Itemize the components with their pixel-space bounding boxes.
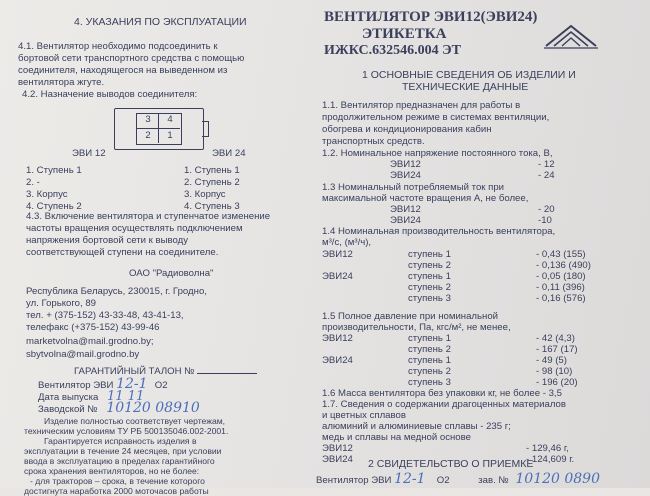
p17-line1: 1.7. Сведения о содержании драгоценных материалов (322, 399, 566, 410)
address-line1: Республика Беларусь, 230015, г. Гродно, (26, 286, 207, 297)
p14-row3-model: ЭВИ24 (322, 271, 353, 282)
p15-row3-model: ЭВИ24 (322, 355, 353, 366)
p15-row5-value: - 196 (20) (536, 377, 578, 388)
p14-row2-stage: ступень 2 (408, 260, 451, 271)
p42: 4.2. Назначение выводов соединителя: (22, 89, 198, 100)
acceptance-row (316, 471, 600, 487)
p17-evi12-label: ЭВИ12 (322, 443, 353, 454)
warranty-line8: достигнута наработка 2000 моточасов работы (24, 486, 209, 496)
acceptance-fan-suffix: О2 (436, 475, 450, 486)
warranty-line4: эксплуатации в течение 24 месяцев, при условии (24, 446, 222, 456)
address-line2: ул. Горького, 89 (26, 298, 97, 309)
p15-row3-stage: ступень 1 (408, 355, 451, 366)
warranty-title (74, 366, 257, 377)
p15-row1-model: ЭВИ12 (322, 333, 353, 344)
p14-row1-value: - 0,43 (155) (536, 249, 586, 260)
p17-evi12-value: - 129,46 г, (526, 443, 569, 454)
release-date-label: Дата выпуска (38, 392, 99, 403)
pin-3: 3 (145, 114, 151, 125)
company-logo-icon (542, 22, 600, 50)
serial-label: Заводской № (38, 404, 98, 415)
right-column (318, 0, 648, 488)
section2-title: 2 СВИДЕТЕЛЬСТВО О ПРИЕМКЕ (368, 458, 534, 470)
p13-evi24-label: ЭВИ24 (390, 215, 421, 226)
p41-line4: вентилятора жгуте. (18, 77, 105, 88)
p12-evi24-value: - 24 (538, 170, 555, 181)
p14-row5-value: - 0,16 (576) (536, 293, 586, 304)
p15-row1-stage: ступень 1 (408, 333, 451, 344)
p12-evi12-label: ЭВИ12 (390, 159, 421, 170)
p11-line1: 1.1. Вентилятор предназначен для работы в (322, 100, 521, 111)
email-sales: sbytvolna@mail.grodno.by (26, 349, 140, 360)
serial-row (38, 400, 200, 416)
release-date-handwritten: 11 11 (107, 389, 145, 404)
p43-line3: напряжения бортовой сети к выводу (26, 235, 189, 246)
section1-title-line2: ТЕХНИЧЕСКИЕ ДАННЫЕ (402, 81, 529, 93)
connector-diagram (114, 108, 210, 150)
warranty-title-text: ГАРАНТИЙНЫЙ ТАЛОН № (74, 366, 195, 377)
label-evi12: ЭВИ 12 (72, 148, 106, 159)
p11-line2: продолжительном режиме в системах вентиляции, (322, 112, 550, 123)
title-product: ВЕНТИЛЯТОР ЭВИ12(ЭВИ24) (324, 9, 538, 25)
p41-line3: соединителя, находящегося на выведенном из (18, 65, 228, 76)
warranty-fan-handwritten: 12-1 (116, 376, 148, 392)
acceptance-serial-label: зав. № (478, 475, 509, 486)
left-column (14, 0, 314, 496)
section4-title: 4. УКАЗАНИЯ ПО ЭКСПЛУАТАЦИИ (74, 16, 247, 28)
p43-line2: частоты вращения осуществлять подключением (26, 223, 243, 234)
email-marketing: marketvolna@mail.grodno.by; (26, 336, 154, 347)
p13-line1: 1.3 Номинальный потребляемый ток при (322, 182, 505, 193)
warranty-line1: Изделие полностью соответствует чертежам, (44, 416, 226, 426)
p14-row4-stage: ступень 2 (408, 282, 451, 293)
p15-row4-value: - 98 (10) (536, 366, 573, 377)
p16: 1.6 Масса вентилятора без упаковки кг, не более - 3,5 (322, 388, 562, 399)
section1-title-line1: 1 ОСНОВНЫЕ СВЕДЕНИЯ ОБ ИЗДЕЛИИ И (362, 69, 576, 81)
p15-row2-stage: ступень 2 (408, 344, 451, 355)
acceptance-fan-label: Вентилятор ЭВИ (316, 475, 392, 486)
evi24-pin2: 2. Ступень 2 (184, 177, 240, 188)
p11-line4: транспортных средств. (322, 136, 425, 147)
acceptance-serial-handwritten: 10120 0890 (515, 471, 600, 487)
p12-evi12-value: - 12 (538, 159, 555, 170)
p43-line1: 4.3. Включение вентилятора и ступенчатое изменение (26, 211, 271, 222)
evi12-pin2: 2. - (26, 177, 40, 188)
warranty-line6: срока хранения вентиляторов, но не более: (24, 466, 200, 476)
p43-line4: соответствующей ступени на соединителе. (26, 247, 219, 258)
p13-evi24-value: -10 (538, 215, 552, 226)
warranty-line3: Гарантируется исправность изделия в (44, 436, 197, 446)
p14-row5-stage: ступень 3 (408, 293, 451, 304)
p15-row4-stage: ступень 2 (408, 366, 451, 377)
address-fax: телефакс (+375-152) 43-99-46 (26, 322, 160, 333)
p41-line2: бортовой сети транспортного средства с помощью (18, 53, 245, 64)
acceptance-fan-handwritten: 12-1 (394, 471, 426, 487)
pin-4: 4 (167, 114, 173, 125)
p14-row1-stage: ступень 1 (408, 249, 451, 260)
warranty-line2: техническим условиям ТУ РБ 500135046.002-2001. (24, 426, 229, 436)
warranty-number-line (197, 373, 257, 374)
p15-line1: 1.5 Полное давление при номинальной (322, 311, 499, 322)
p13-evi12-label: ЭВИ12 (390, 204, 421, 215)
p15-row5-stage: ступень 3 (408, 377, 451, 388)
p15-row1-value: - 42 (4,3) (536, 333, 575, 344)
pin-1: 1 (167, 130, 173, 141)
company-name: ОАО "Радиоволна" (129, 268, 214, 279)
p15-row2-value: - 167 (17) (536, 344, 578, 355)
p14-line2: м³/с, (м³/ч), (322, 237, 372, 248)
evi12-pin4: 4. Ступень 2 (26, 201, 82, 212)
p14-row3-stage: ступень 1 (408, 271, 451, 282)
p14-row1-model: ЭВИ12 (322, 249, 353, 260)
warranty-fan-row (38, 376, 168, 392)
p17-line3: алюминий и алюминиевые сплавы - 235 г; (322, 421, 511, 432)
evi24-pin4: 4. Ступень 3 (184, 201, 240, 212)
p14-row4-value: - 0,11 (396) (536, 282, 585, 293)
warranty-fan-suffix: О2 (154, 380, 168, 391)
p17-line2: и цветных сплавов (322, 410, 406, 421)
p13-line2: максимальной частоте вращения А, не более, (322, 193, 529, 204)
p17-evi24-value: - 124,609 г. (526, 454, 575, 465)
p11-line3: обогрева и кондиционирования кабин (322, 124, 492, 135)
p12: 1.2. Номинальное напряжение постоянного тока, В, (322, 148, 553, 159)
address-phone: тел. + (375-152) 43-33-48, 43-41-13, (26, 310, 184, 321)
p14-row3-value: - 0,05 (180) (536, 271, 586, 282)
warranty-fan-label: Вентилятор ЭВИ (38, 380, 114, 391)
p13-evi12-value: - 20 (538, 204, 555, 215)
p17-line4: медь и сплавы на медной основе (322, 432, 471, 443)
evi24-pin1: 1. Ступень 1 (184, 165, 240, 176)
p17-evi24-label: ЭВИ24 (322, 454, 353, 465)
p14-line1: 1.4 Номинальная производительность вентилятора, (322, 226, 556, 237)
warranty-line7: - для тракторов – срока, в течение которого (30, 476, 205, 486)
p41-line1: 4.1. Вентилятор необходимо подсоединить к (18, 41, 218, 52)
p15-row3-value: - 49 (5) (536, 355, 567, 366)
serial-handwritten: 10120 08910 (106, 400, 200, 416)
evi12-pin1: 1. Ступень 1 (26, 165, 82, 176)
pin-2: 2 (145, 130, 151, 141)
evi24-pin3: 3. Корпус (184, 189, 226, 200)
label-evi24: ЭВИ 24 (212, 148, 246, 159)
title-designation: ИЖКС.632546.004 ЭТ (324, 43, 461, 58)
evi12-pin3: 3. Корпус (26, 189, 68, 200)
warranty-line5: ввода в эксплуатацию в пределах гарантийного (24, 456, 215, 466)
p12-evi24-label: ЭВИ24 (390, 170, 421, 181)
p15-line2: производительности, Па, кгс/м², не менее, (322, 322, 511, 333)
p14-row2-value: - 0,136 (490) (536, 260, 591, 271)
title-label: ЭТИКЕТКА (362, 26, 447, 42)
